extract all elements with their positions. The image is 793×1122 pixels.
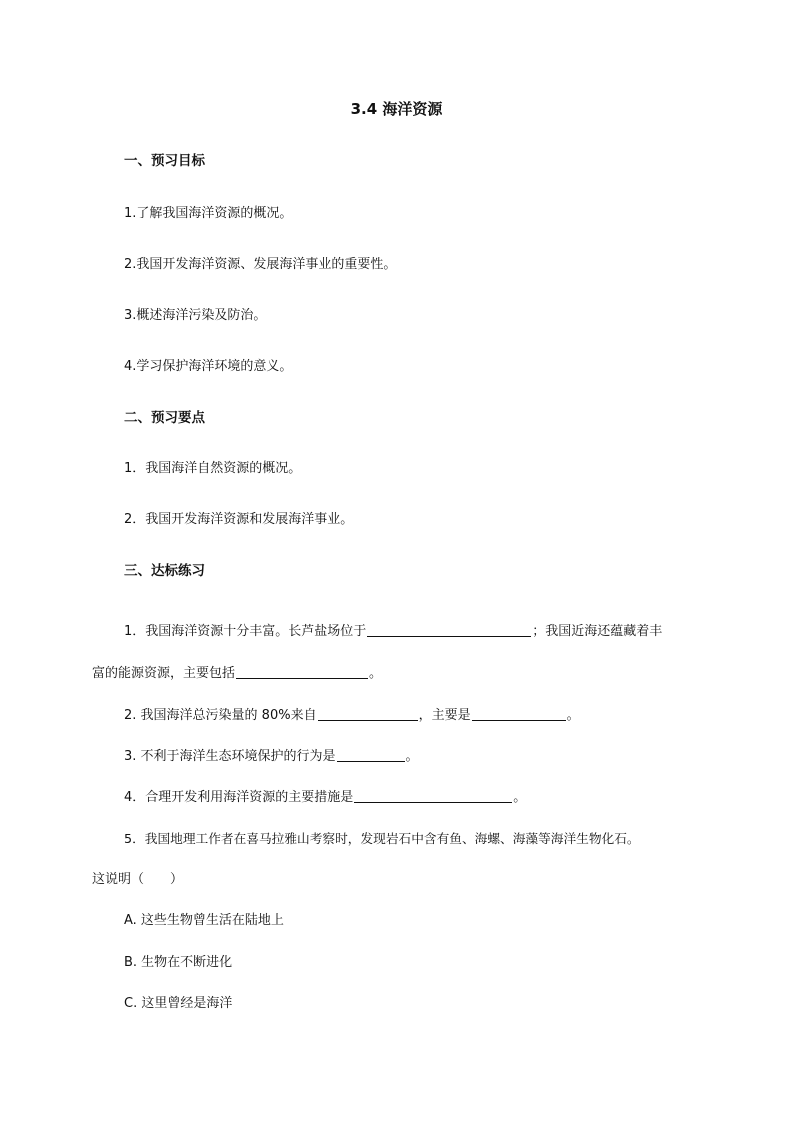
key-point-item-2: 2．我国开发海洋资源和发展海洋事业。 <box>124 512 354 527</box>
question-1-text-b: ；我国近海还蕴藏着丰 <box>532 624 663 639</box>
question-5-line-2: 这说明（ ） <box>92 872 184 887</box>
question-3 <box>124 747 419 766</box>
answer-blank-2b[interactable] <box>472 706 566 721</box>
option-c: C. 这里曾经是海洋 <box>124 996 233 1011</box>
key-point-item-1: 1．我国海洋自然资源的概况。 <box>124 461 302 476</box>
question-4 <box>124 788 526 807</box>
question-2-text-b: ，主要是 <box>418 708 471 723</box>
objective-item-4: 4.学习保护海洋环境的意义。 <box>124 359 293 374</box>
option-a: A. 这些生物曾生活在陆地上 <box>124 913 284 928</box>
page-title: 3.4 海洋资源 <box>350 100 443 118</box>
question-3-text-b: 。 <box>405 749 419 764</box>
answer-blank-3[interactable] <box>337 747 405 762</box>
option-b: B. 生物在不断进化 <box>124 955 233 970</box>
answer-blank-1b[interactable] <box>236 664 368 679</box>
section-heading-key-points: 二、预习要点 <box>124 410 205 426</box>
question-5-line-1: 5．我国地理工作者在喜马拉雅山考察时，发现岩石中含有鱼、海螺、海藻等海洋生物化石。 <box>124 831 640 846</box>
question-4-text-b: 。 <box>513 790 527 805</box>
section-heading-exercises: 三、达标练习 <box>124 563 205 579</box>
objective-item-2: 2.我国开发海洋资源、发展海洋事业的重要性。 <box>124 257 397 272</box>
question-1-text-d: 。 <box>369 666 383 681</box>
answer-blank-1a[interactable] <box>367 622 531 637</box>
question-2-text-c: 。 <box>566 708 580 723</box>
answer-blank-2a[interactable] <box>318 706 418 721</box>
section-heading-objectives: 一、预习目标 <box>124 153 205 169</box>
question-3-text-a: 3. 不利于海洋生态环境保护的行为是 <box>124 749 336 764</box>
question-1-text-c: 富的能源资源，主要包括 <box>92 666 236 681</box>
objective-item-3: 3.概述海洋污染及防治。 <box>124 308 267 323</box>
question-1-line-2 <box>92 664 382 683</box>
question-2-text-a: 2. 我国海洋总污染量的 80%来自 <box>124 708 317 723</box>
answer-blank-4[interactable] <box>354 788 512 803</box>
question-1-text-a: 1．我国海洋资源十分丰富。长芦盐场位于 <box>124 624 367 639</box>
question-1-line-1 <box>124 622 662 641</box>
objective-item-1: 1.了解我国海洋资源的概况。 <box>124 206 293 221</box>
question-2 <box>124 706 580 725</box>
question-4-text-a: 4．合理开发利用海洋资源的主要措施是 <box>124 790 354 805</box>
